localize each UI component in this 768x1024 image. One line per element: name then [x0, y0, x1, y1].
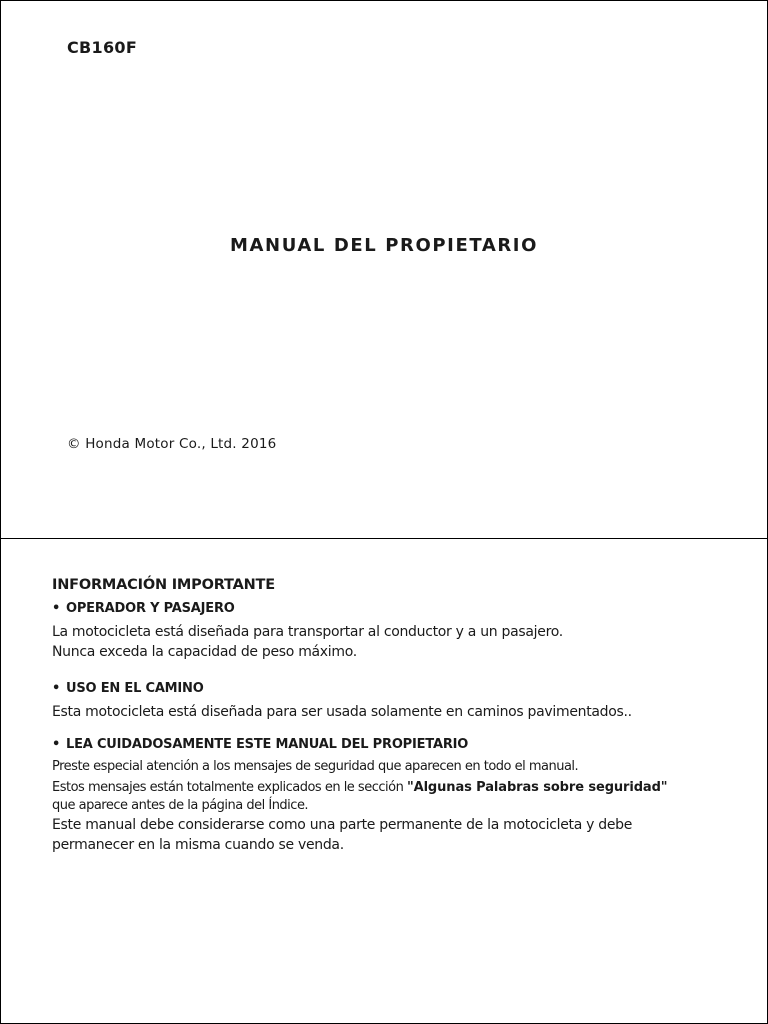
read-manual-line-1: Preste especial atención a los mensajes de seguridad que aparecen en todo el manual. — [52, 759, 579, 774]
read-manual-section — [52, 736, 727, 855]
bullet-icon: • — [52, 601, 61, 616]
manual-title: MANUAL DEL PROPIETARIO — [229, 235, 539, 256]
road-use-title-row — [52, 680, 727, 698]
read-manual-line-2 — [52, 779, 727, 797]
road-use-section — [52, 680, 727, 722]
read-manual-line-4: Este manual debe considerarse como una parte permanente de la motocicleta y debe — [52, 817, 633, 833]
important-info-heading: INFORMACIÓN IMPORTANTE — [52, 577, 275, 593]
bullet-icon: • — [52, 681, 61, 696]
model-name: CB160F — [67, 38, 138, 57]
read-manual-title-row — [52, 736, 727, 754]
read-manual-line-2-text: Estos mensajes están totalmente explicados en le sección — [52, 780, 407, 795]
bullet-icon: • — [52, 737, 61, 752]
read-manual-title: LEA CUIDADOSAMENTE ESTE MANUAL DEL PROPIETARIO — [66, 737, 469, 752]
read-manual-line-3: que aparece antes de la página del Índice. — [52, 798, 309, 813]
road-use-title: USO EN EL CAMINO — [66, 681, 204, 696]
copyright-notice: © Honda Motor Co., Ltd. 2016 — [67, 436, 277, 452]
road-use-line-1: Esta motocicleta está diseñada para ser usada solamente en caminos pavimentados.. — [52, 704, 632, 720]
safety-section-reference: "Algunas Palabras sobre seguridad" — [406, 780, 668, 795]
operator-line-1: La motocicleta está diseñada para transportar al conductor y a un pasajero. — [52, 624, 563, 640]
operator-title: OPERADOR Y PASAJERO — [66, 601, 235, 616]
operator-line-2: Nunca exceda la capacidad de peso máximo. — [52, 644, 357, 660]
operator-section — [52, 600, 727, 662]
operator-title-row — [52, 600, 727, 618]
read-manual-line-5: permanecer en la misma cuando se venda. — [52, 837, 344, 853]
cover-page — [1, 1, 767, 539]
important-info-page — [1, 539, 767, 1023]
